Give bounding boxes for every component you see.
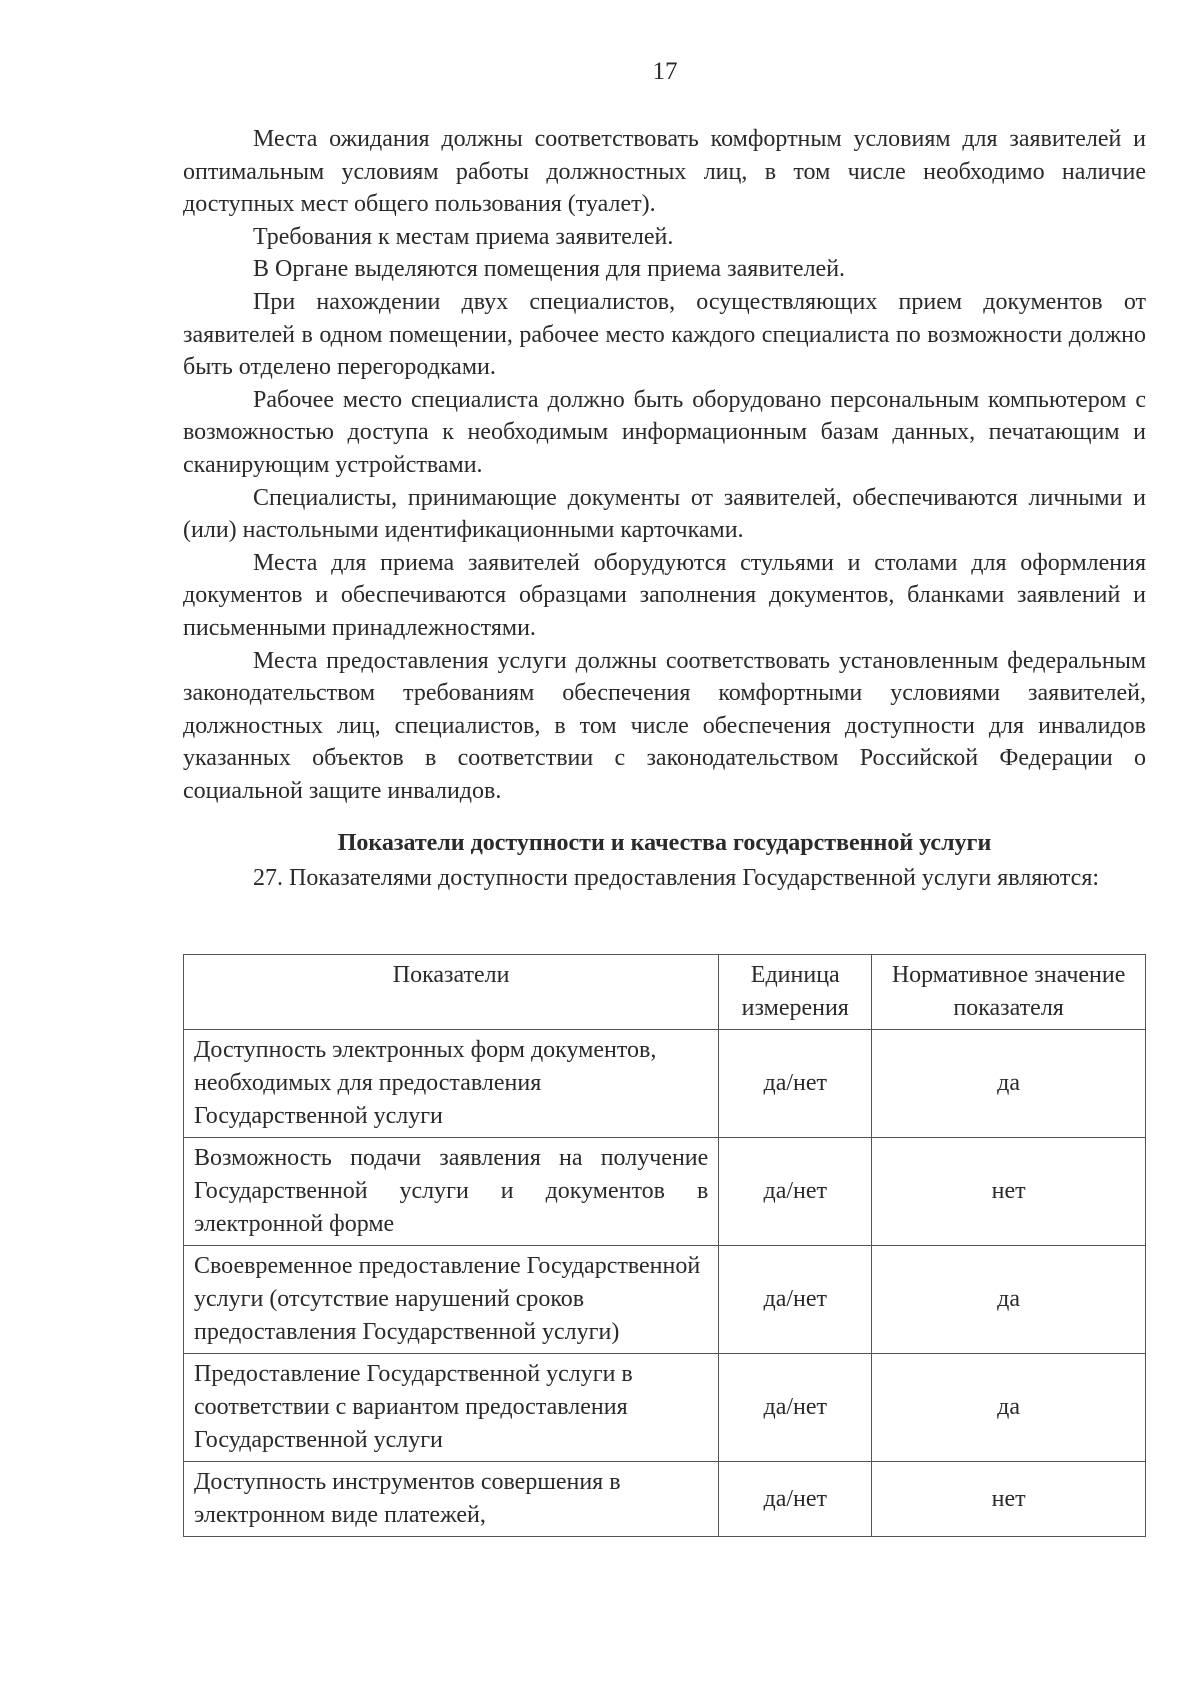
- paragraph: Места ожидания должны соответствовать комфортным условиям для заявителей и оптимальным условиям работы должностных лиц, в том числе необходимо наличие доступных мест общего пользования (туалет).: [183, 126, 1146, 218]
- norm-cell: нет: [872, 1138, 1146, 1246]
- paragraph: Места предоставления услуги должны соответствовать установленным федеральным законодательством требованиям обеспечения комфортными условиями заявителей, должностных лиц, специалистов, в том числе обеспечения доступности для инвалидов указанных объектов в соответствии с законодательством Российской Федерации о социальной защите инвалидов.: [183, 647, 1146, 804]
- table-row: [184, 1030, 1146, 1138]
- header-norm: Нормативное значение показателя: [872, 955, 1146, 1030]
- paragraph: Места для приема заявителей оборудуются стульями и столами для оформления документов и обеспечиваются образцами заполнения документов, бланками заявлений и письменными принадлежностями.: [183, 549, 1146, 641]
- header-unit: Единица измерения: [719, 955, 872, 1030]
- unit-cell: да/нет: [719, 1246, 872, 1354]
- paragraph: Специалисты, принимающие документы от заявителей, обеспечиваются личными и (или) настольными идентификационными карточками.: [183, 484, 1146, 544]
- page-number: 17: [652, 58, 678, 85]
- paragraph: Требования к местам приема заявителей.: [253, 223, 674, 250]
- unit-cell: да/нет: [719, 1354, 872, 1462]
- norm-cell: да: [872, 1246, 1146, 1354]
- body-text: [183, 123, 1146, 807]
- paragraph: Рабочее место специалиста должно быть оборудовано персональным компьютером с возможностью доступа к необходимым информационным базам данных, печатающим и сканирующим устройствами.: [183, 386, 1146, 478]
- table-row: [184, 1246, 1146, 1354]
- unit-cell: да/нет: [719, 1462, 872, 1537]
- norm-cell: да: [872, 1030, 1146, 1138]
- unit-cell: да/нет: [719, 1138, 872, 1246]
- indicator-cell: Предоставление Государственной услуги в соответствии с вариантом предоставления Государственной услуги: [184, 1354, 719, 1462]
- indicator-cell: Доступность инструментов совершения в электронном виде платежей,: [184, 1462, 719, 1537]
- paragraph: При нахождении двух специалистов, осуществляющих прием документов от заявителей в одном помещении, рабочее место каждого специалиста по возможности должно быть отделено перегородками.: [183, 288, 1146, 381]
- table-row: [184, 1462, 1146, 1537]
- section-intro: 27. Показателями доступности предоставления Государственной услуги являются:: [253, 865, 1100, 891]
- norm-cell: нет: [872, 1462, 1146, 1537]
- table-header-row: [184, 955, 1146, 1030]
- paragraph: В Органе выделяются помещения для приема заявителей.: [253, 256, 846, 283]
- table-row: [184, 1138, 1146, 1246]
- indicator-cell: Доступность электронных форм документов, необходимых для предоставления Государственной услуги: [184, 1030, 719, 1138]
- norm-cell: да: [872, 1354, 1146, 1462]
- header-indicator: Показатели: [184, 955, 719, 1030]
- indicators-table: [183, 954, 1146, 1537]
- unit-cell: да/нет: [719, 1030, 872, 1138]
- section-heading: Показатели доступности и качества государственной услуги: [337, 830, 992, 856]
- indicator-cell: Возможность подачи заявления на получение Государственной услуги и документов в электронной форме: [184, 1138, 719, 1246]
- table-row: [184, 1354, 1146, 1462]
- indicator-cell: Своевременное предоставление Государственной услуги (отсутствие нарушений сроков предоставления Государственной услуги): [184, 1246, 719, 1354]
